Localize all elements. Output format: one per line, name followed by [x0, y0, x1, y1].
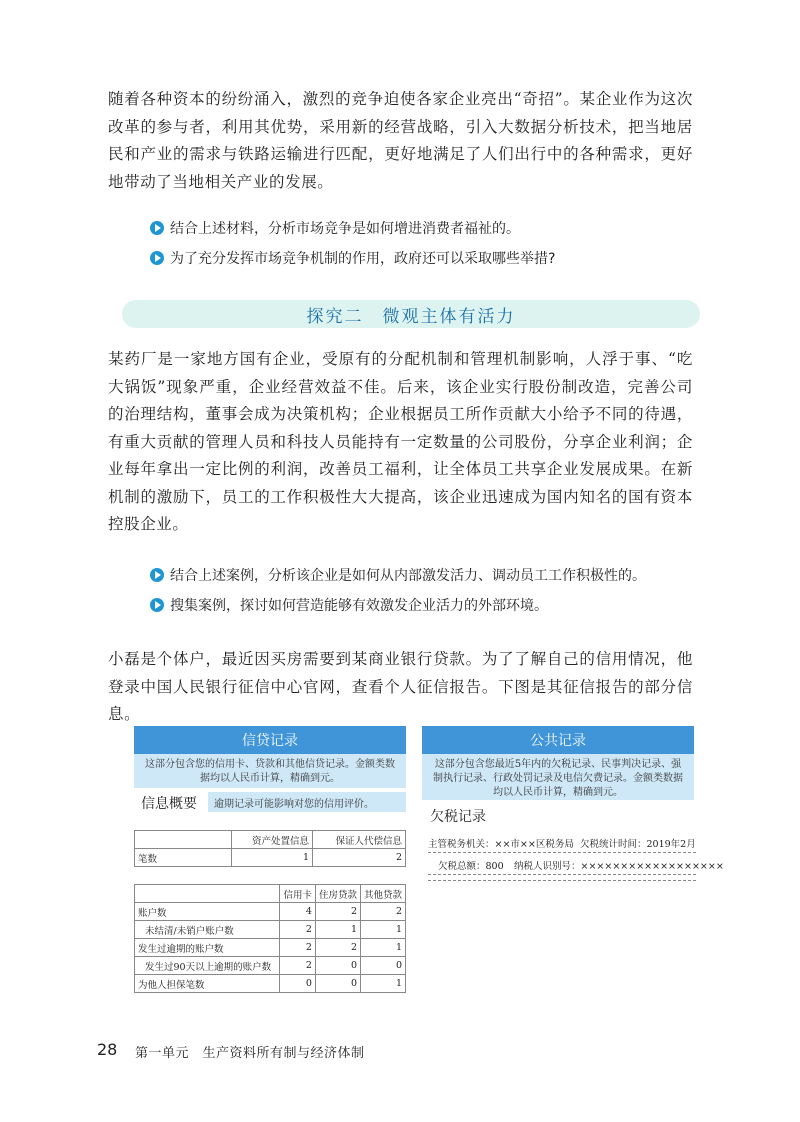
- table-row: [135, 921, 406, 939]
- table-cell: 0: [360, 957, 405, 975]
- table-row: [135, 903, 406, 921]
- divider: [428, 852, 696, 853]
- row-label: 为他人担保笔数: [135, 975, 280, 993]
- arrow-bullet-icon: [150, 568, 164, 582]
- tax-record-label: 欠税记录: [430, 809, 486, 825]
- table-header-cell: 保证人代偿信息: [312, 831, 405, 849]
- page-number: 28: [97, 1040, 118, 1059]
- public-panel-description: 这部分包含您最近5年内的欠税记录、民事判决记录、强制执行记录、行政处罚记录及电信欠费记录。金额类数据均以人民币计算，精确到元。: [422, 754, 694, 800]
- table-cell: 0: [280, 975, 316, 993]
- table-header-row: [135, 831, 406, 849]
- credit-panel-description: 这部分包含您的信用卡、贷款和其他信贷记录。金额类数据均以人民币计算，精确到元。: [134, 754, 406, 788]
- question-text: 结合上述材料，分析市场竞争是如何增进消费者福祉的。: [170, 221, 520, 237]
- table-cell: 2: [315, 939, 360, 957]
- question-item: [150, 248, 555, 268]
- arrow-bullet-icon: [150, 221, 164, 235]
- question-text: 搜集案例，探讨如何营造能够有效激发企业活力的外部环境。: [170, 598, 548, 614]
- question-item: [150, 218, 520, 238]
- table-cell: 2: [280, 957, 316, 975]
- table-header-row: [135, 885, 406, 903]
- row-label: 未结清/未销户账户数: [135, 921, 280, 939]
- table-cell: 1: [315, 921, 360, 939]
- table-header-cell: 其他贷款: [360, 885, 405, 903]
- divider: [428, 874, 696, 875]
- table-row: [135, 957, 406, 975]
- taxpayer-id: 纳税人识别号：××××××××××××××××××: [514, 861, 724, 872]
- arrow-bullet-icon: [150, 251, 164, 265]
- table-row: [135, 849, 406, 867]
- overview-note: 逾期记录可能影响对您的信用评价。: [208, 792, 406, 812]
- table-header-cell: 资产处置信息: [232, 831, 313, 849]
- row-label: 账户数: [135, 903, 280, 921]
- tax-authority: 主管税务机关：××市××区税务局: [428, 839, 574, 850]
- question-text: 为了充分发挥市场竞争机制的作用，政府还可以采取哪些举措?: [170, 251, 556, 267]
- table-row: [135, 939, 406, 957]
- table-cell: 1: [360, 939, 405, 957]
- intro-paragraph: 随着各种资本的纷纷涌入，激烈的竞争迫使各家企业亮出“奇招”。某企业作为这次改革的参与者，利用其优势，采用新的经营战略，引入大数据分析技术，把当地居民和产业的需求与铁路运输进行匹配，更好地满足了人们出行中的各种需求，更好地带动了当地相关产业的发展。: [108, 90, 693, 191]
- account-summary-table: [134, 884, 406, 993]
- row-label: 笔数: [135, 849, 232, 867]
- row-label: 发生过90天以上逾期的账户数: [135, 957, 280, 975]
- arrow-bullet-icon: [150, 598, 164, 612]
- question-item: [150, 565, 646, 585]
- table-cell: 0: [315, 957, 360, 975]
- table-header-cell: [135, 885, 280, 903]
- table-header-cell: 住房贷款: [315, 885, 360, 903]
- table-cell: 1: [360, 921, 405, 939]
- asset-disposal-table: [134, 830, 406, 867]
- row-label: 发生过逾期的账户数: [135, 939, 280, 957]
- table-cell: 0: [315, 975, 360, 993]
- case-paragraph: 某药厂是一家地方国有企业，受原有的分配机制和管理机制影响，人浮于事、“吃大锅饭”现象严重，企业经营效益不佳。后来，该企业实行股份制改造，完善公司的治理结构，董事会成为决策机构；企业根据员工所作贡献大小给予不同的待遇，有重大贡献的管理人员和科技人员能持有一定数量的公司股份，分享企业利润；企业每年拿出一定比例的利润，改善员工福利，让全体员工共享企业发展成果。在新机制的激励下，员工的工作积极性大大提高，该企业迅速成为国内知名的国有资本控股企业。: [108, 350, 693, 533]
- unit-title: 第一单元 生产资料所有制与经济体制: [135, 1046, 365, 1061]
- question-text: 结合上述案例，分析该企业是如何从内部激发活力、调动员工工作积极性的。: [170, 568, 646, 584]
- table-cell: 2: [312, 849, 405, 867]
- question-item: [150, 595, 548, 615]
- table-cell: 2: [315, 903, 360, 921]
- table-cell: 1: [232, 849, 313, 867]
- table-header-cell: 信用卡: [280, 885, 316, 903]
- overview-label: 信息概要: [141, 796, 197, 812]
- table-cell: 2: [360, 903, 405, 921]
- tax-total: 欠税总额：800: [438, 861, 504, 872]
- table-cell: 1: [360, 975, 405, 993]
- tax-stat-time: 欠税统计时间：2019年2月: [580, 839, 696, 850]
- table-header-cell: [135, 831, 232, 849]
- section-title: 探究二 微观主体有活力: [122, 300, 700, 328]
- divider: [428, 880, 696, 881]
- table-cell: 2: [280, 939, 316, 957]
- public-panel-title: 公共记录: [422, 726, 694, 754]
- table-row: [135, 975, 406, 993]
- credit-panel-title: 信贷记录: [134, 726, 406, 754]
- table-cell: 2: [280, 921, 316, 939]
- credit-paragraph: 小磊是个体户，最近因买房需要到某商业银行贷款。为了了解自己的信用情况，他登录中国人民银行征信中心官网，查看个人征信报告。下图是其征信报告的部分信息。: [108, 650, 693, 723]
- table-cell: 4: [280, 903, 316, 921]
